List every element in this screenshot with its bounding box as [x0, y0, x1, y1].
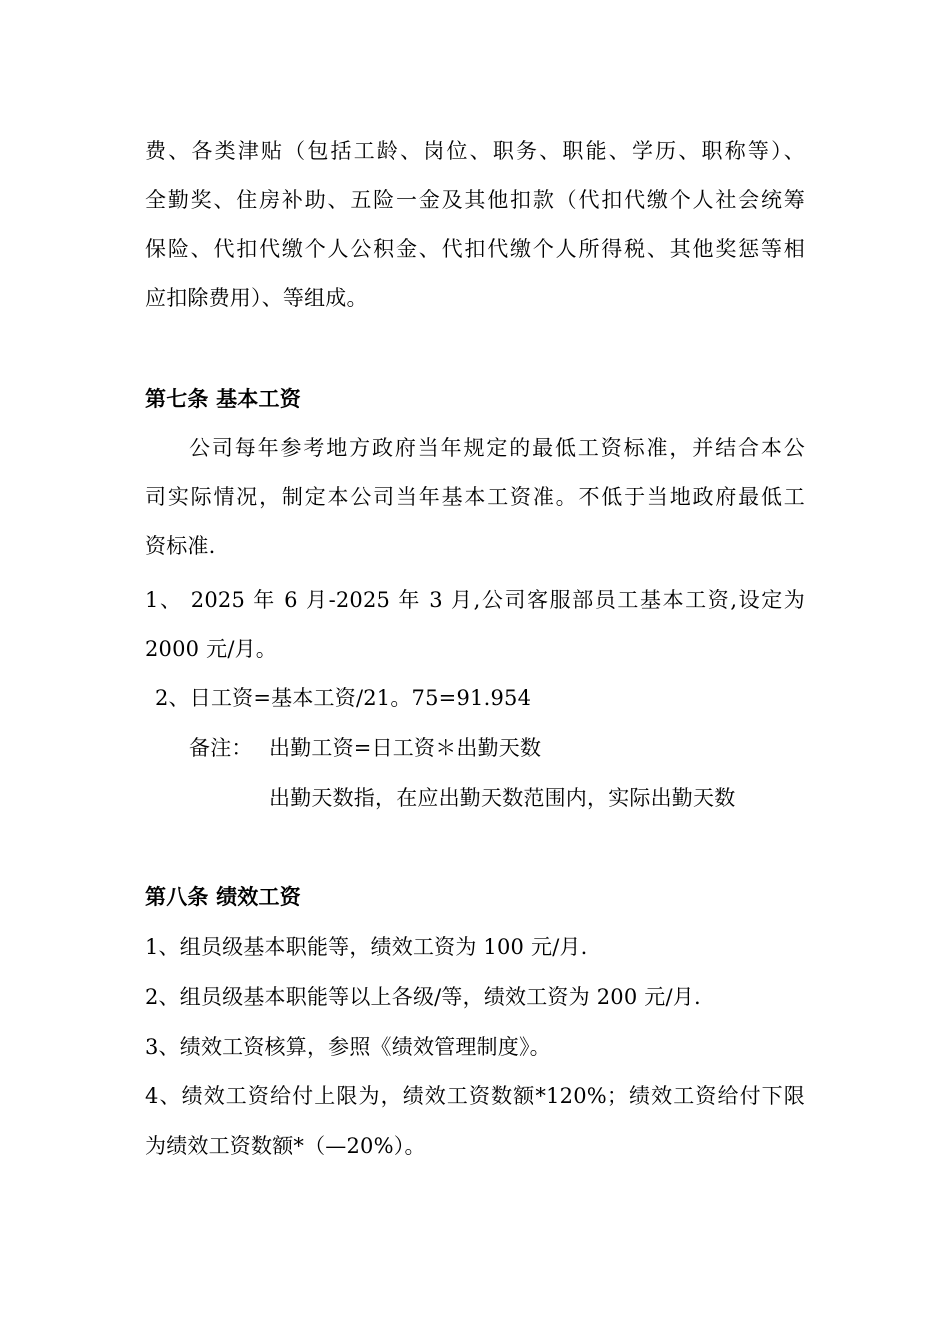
note-label: 备注： — [189, 736, 253, 760]
note-line: 出勤工资=日工资＊出勤天数 — [269, 736, 542, 760]
article-8-item: 4、绩效工资给付上限为，绩效工资数额*120%；绩效工资给付下限 — [145, 1084, 805, 1108]
article-7-body-line: 资标准. — [145, 534, 216, 558]
article-7-body-line: 公司每年参考地方政府当年规定的最低工资标准，并结合本公 — [189, 436, 805, 460]
article-7-item-1-line: 2000 元/月。 — [145, 637, 277, 661]
paragraph-line: 费、各类津贴（包括工龄、岗位、职务、职能、学历、职称等）、 — [145, 139, 805, 163]
article-7-item-1-line: 1、 2025 年 6 月-2025 年 3 月,公司客服部员工基本工资,设定为 — [145, 588, 805, 612]
article-8-item: 1、组员级基本职能等，绩效工资为 100 元/月. — [145, 935, 588, 959]
note-line: 出勤天数指，在应出勤天数范围内，实际出勤天数 — [269, 786, 736, 810]
article-8-item: 3、绩效工资核算，参照《绩效管理制度》。 — [145, 1035, 551, 1059]
article-8-item: 2、组员级基本职能等以上各级/等，绩效工资为 200 元/月. — [145, 985, 701, 1009]
article-7-body-line: 司实际情况，制定本公司当年基本工资准。不低于当地政府最低工 — [145, 485, 805, 509]
article-8-item: 为绩效工资数额*（—20%）。 — [145, 1134, 426, 1158]
article-7-item-2: 2、日工资=基本工资/21。75=91.954 — [155, 686, 532, 710]
paragraph-line: 应扣除费用）、等组成。 — [145, 286, 368, 310]
article-8-heading: 第八条 绩效工资 — [145, 884, 301, 909]
paragraph-line: 全勤奖、住房补助、五险一金及其他扣款（代扣代缴个人社会统筹 — [145, 188, 805, 212]
paragraph-line: 保险、代扣代缴个人公积金、代扣代缴个人所得税、其他奖惩等相 — [145, 237, 805, 261]
article-7-heading: 第七条 基本工资 — [145, 386, 301, 411]
